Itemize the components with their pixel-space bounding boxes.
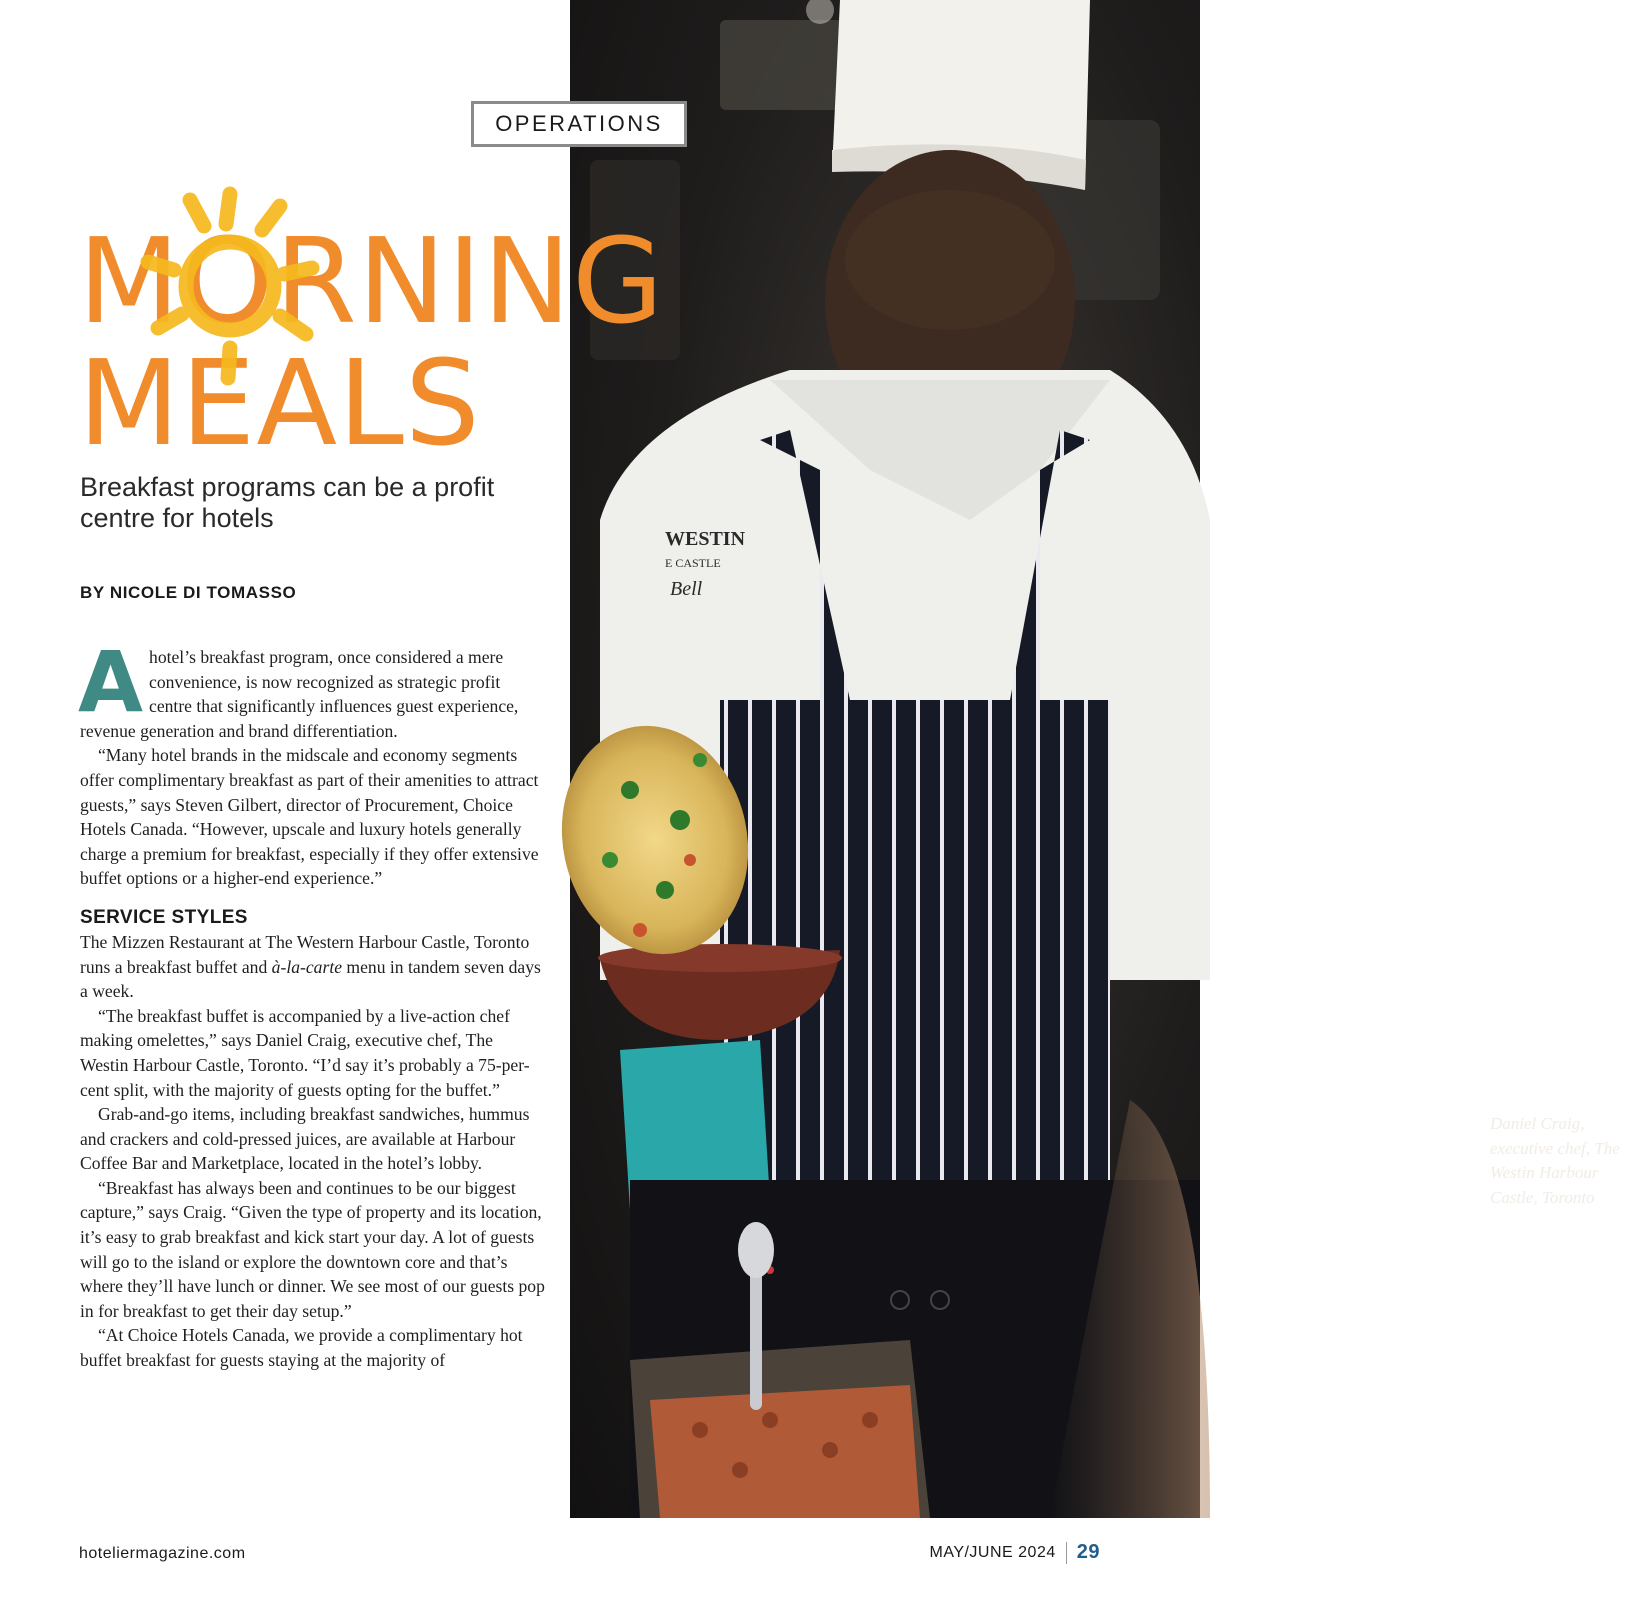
page-number: 29 (1076, 1541, 1100, 1563)
paragraph-3-text-b: menu in tandem seven days a week. (80, 956, 541, 1002)
sun-icon (130, 186, 330, 386)
footer-website: hoteliermagazine.com (79, 1545, 246, 1562)
photo-caption: Daniel Craig, executive chef, The Westin Harbour Castle, Toronto (1490, 1114, 1620, 1207)
chef-illustration (570, 0, 1200, 1518)
paragraph-3 (80, 930, 545, 1004)
paragraph-1 (78, 633, 545, 743)
subhead-service-styles: SERVICE STYLES (80, 906, 248, 928)
paragraph-3-italic: à-la-carte (271, 956, 343, 977)
byline: BY NICOLE DI TOMASSO (80, 583, 297, 602)
jacket-name-text: Bell (670, 578, 703, 600)
chef-photo (570, 0, 1620, 1518)
section-tag: OPERATIONS (471, 101, 687, 147)
headline-line-1: MORNING (78, 212, 665, 350)
article-body (78, 633, 545, 1373)
jacket-brand-text: WESTIN (665, 528, 746, 550)
paragraph-6: “Breakfast has always been and continues to be our biggest capture,” says Craig. “Given the type of property and its location, it’s easy to grab breakfast and kick start your day. A lot of guests will go to the island or explore the downtown core and that’s where they’ll have lunch or dinner. We see most of our guests pop in for breakfast to get their day setup.” (80, 1177, 545, 1321)
paragraph-5: Grab-and-go items, including breakfast sandwiches, hummus and crackers and cold-pressed juices, are available at Harbour Coffee Bar and Marketplace, located in the hotel’s lobby. (80, 1104, 530, 1174)
headline-line-2: MEALS (78, 334, 481, 472)
dek: Breakfast programs can be a profit centre for hotels (80, 472, 495, 533)
paragraph-4: “The breakfast buffet is accompanied by a live-action chef making omelettes,” says Daniel Craig, executive chef, The Westin Harbour Castle, Toronto. “I’d say it’s probably a 75-per-cent split, with the majority of guests opting for the buffet.” (80, 1005, 530, 1100)
drop-cap: A (78, 633, 144, 731)
paragraph-3-text-a: The Mizzen Restaurant at The Western Harbour Castle, Toronto runs a breakfast buffet and (80, 931, 530, 977)
footer-issue: MAY/JUNE 2024 (929, 1543, 1056, 1561)
paragraph-2: “Many hotel brands in the midscale and economy segments offer complimentary breakfast as part of their amenities to attract guests,” says Steven Gilbert, director of Procurement, Choice Hotels Canada. “However, upscale and luxury hotels generally charge a premium for breakfast, especially if they offer extensive buffet options or a higher-end experience.” (80, 745, 539, 889)
jacket-location-text: E CASTLE (665, 556, 721, 570)
paragraph-1-text: hotel’s breakfast program, once considered a mere convenience, is now recognized as strategic profit centre that significantly influences guest experience, revenue generation and brand differentiation. (80, 647, 519, 741)
paragraph-7: “At Choice Hotels Canada, we provide a complimentary hot buffet breakfast for guests staying at the majority of (80, 1325, 523, 1371)
footer-divider (1066, 1542, 1067, 1564)
footer-issue-info (930, 1541, 1101, 1564)
